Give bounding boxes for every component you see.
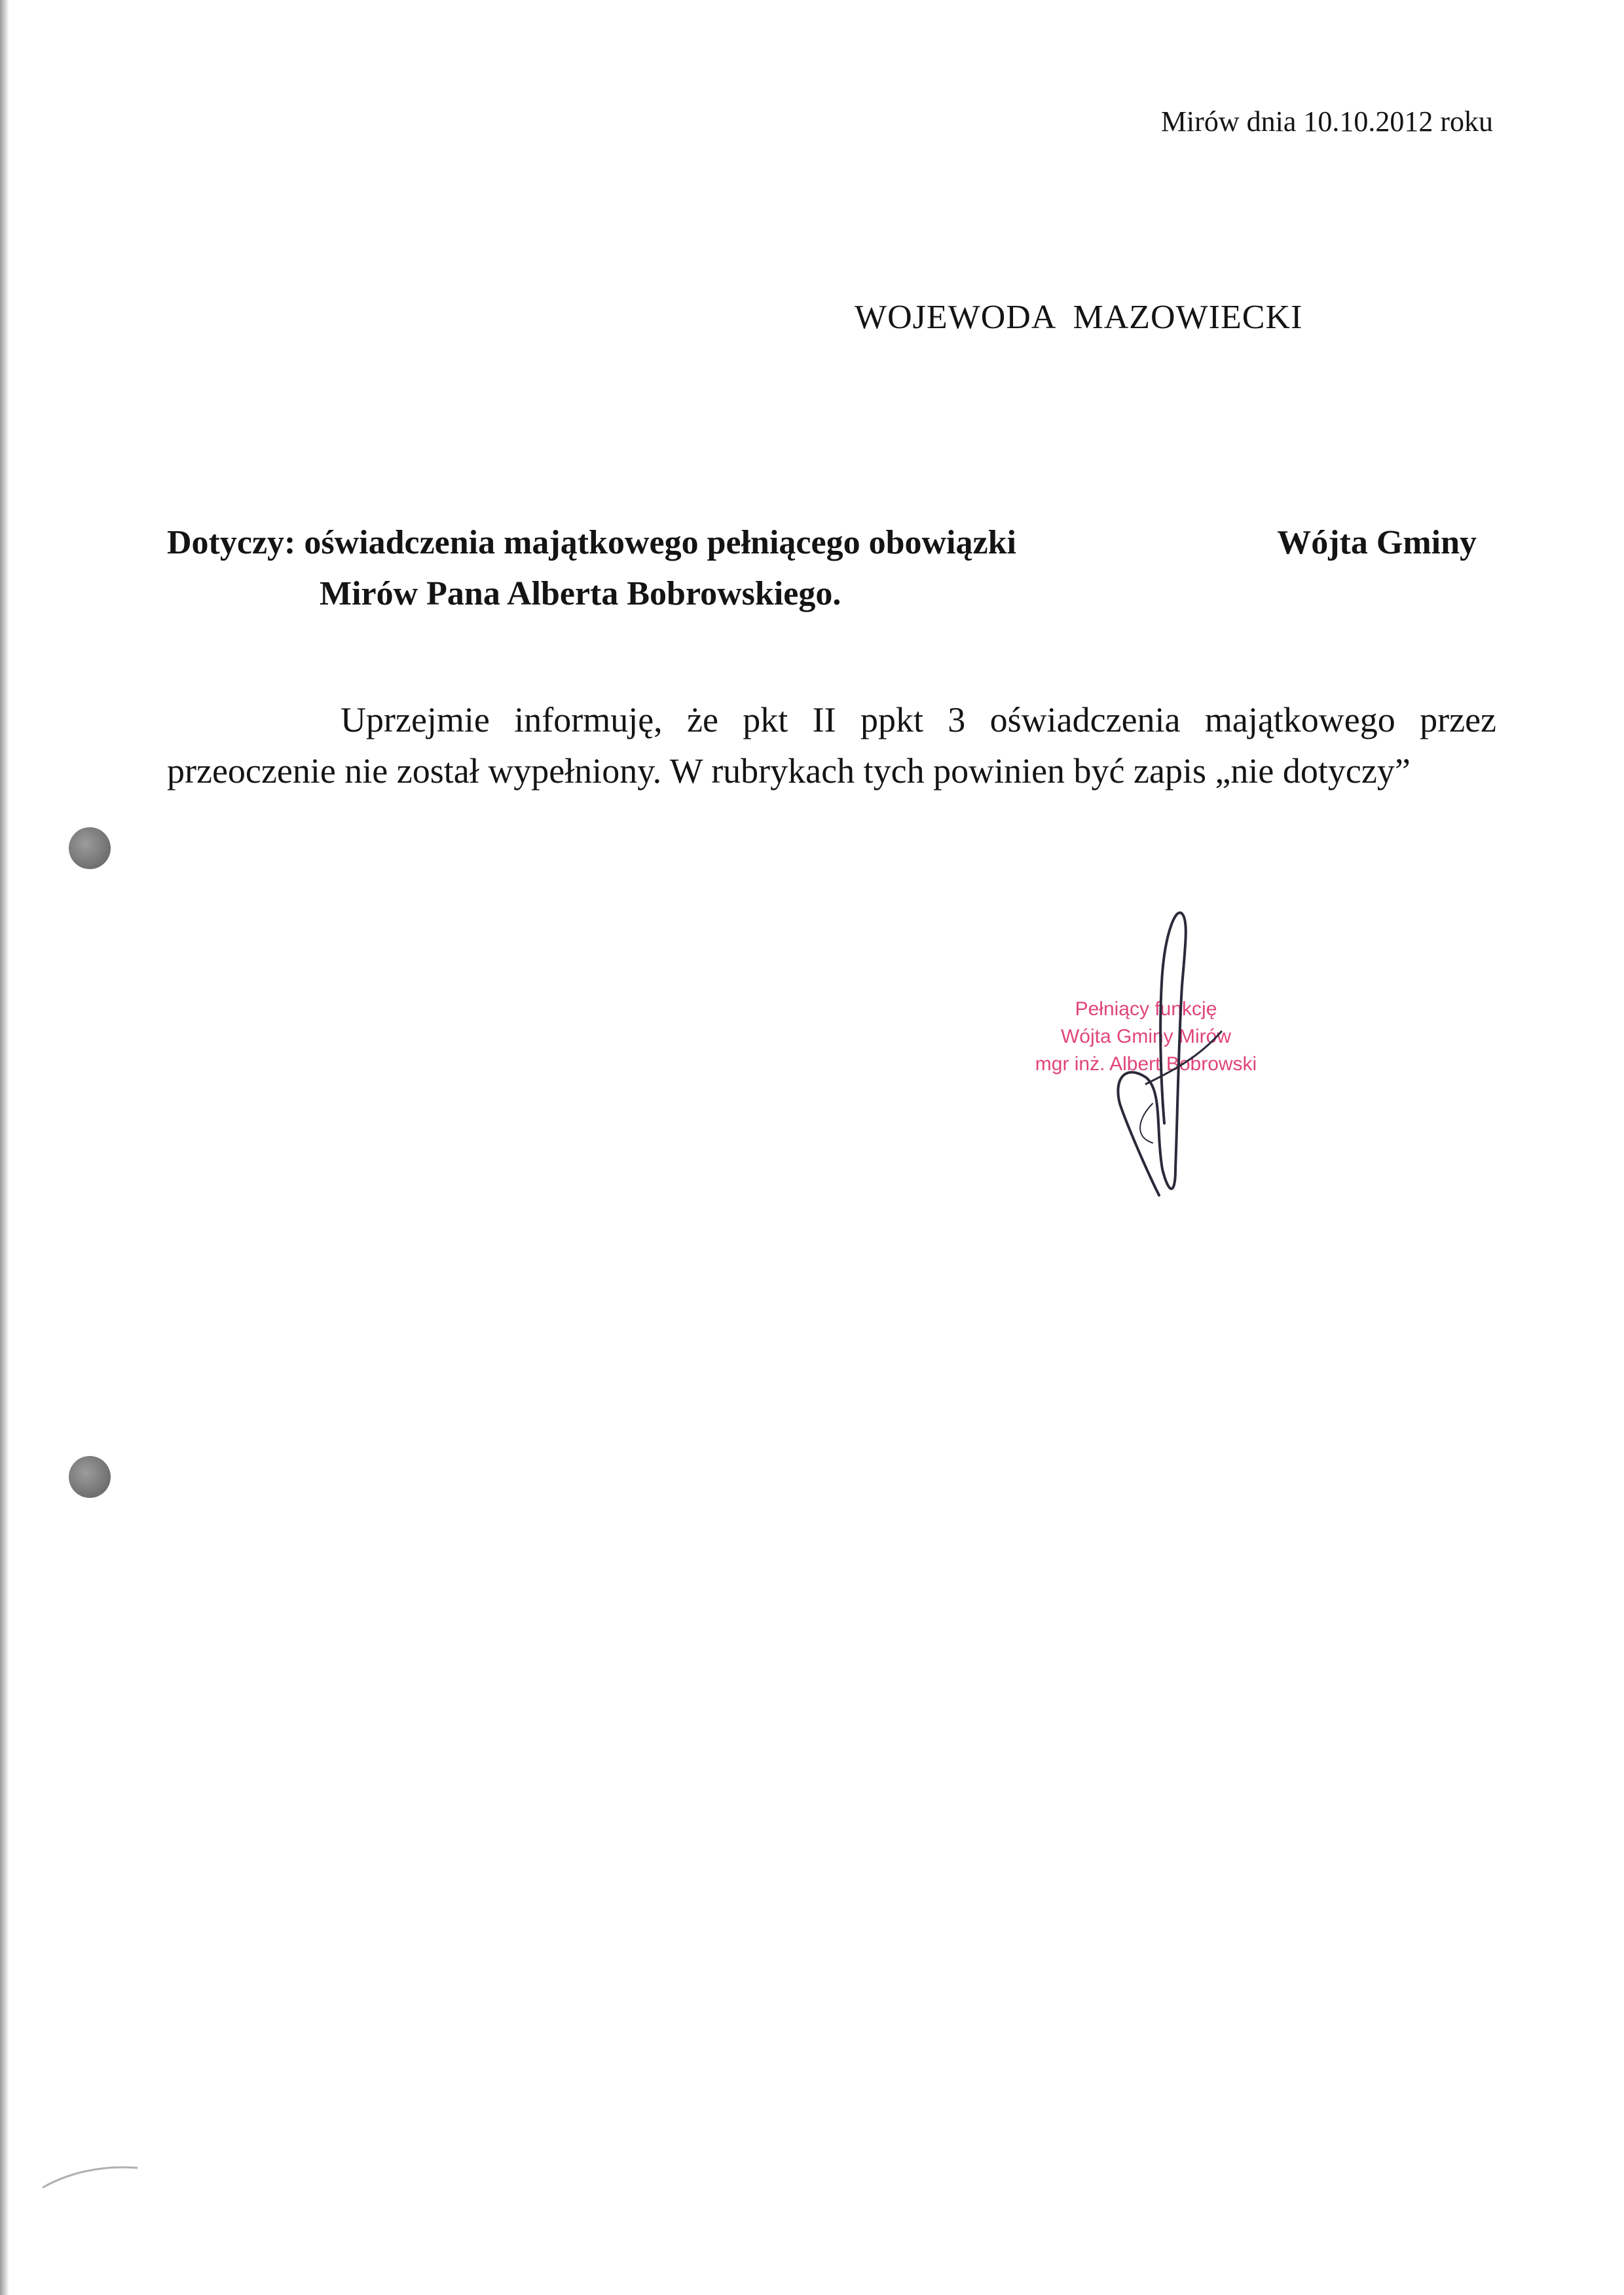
subject-line-1-right: Wójta Gminy <box>1277 524 1477 561</box>
subject <box>167 517 1477 620</box>
addressee: WOJEWODA MAZOWIECKI <box>855 299 1303 336</box>
stamp-line-3: mgr inż. Albert Bobrowski <box>1035 1053 1257 1075</box>
stamp-line-1: Pełniący funkcję <box>1075 998 1217 1020</box>
subject-line-2: Mirów Pana Alberta Bobrowskiego. <box>320 575 841 612</box>
subject-line-1 <box>167 517 1477 569</box>
signature-icon <box>1048 907 1264 1215</box>
body-paragraph: Uprzejmie informuję, że pkt II ppkt 3 oświadczenia majątkowego przez przeoczenie nie został wypełniony. W rubrykach tych powinien być zapis „nie dotyczy” <box>167 700 1496 791</box>
scan-edge <box>0 0 9 2295</box>
punch-hole-icon <box>69 827 111 869</box>
punch-hole-icon <box>69 1456 111 1498</box>
date-line: Mirów dnia 10.10.2012 roku <box>1160 105 1493 138</box>
scan-mark <box>39 2155 157 2194</box>
subject-line-1-left: Dotyczy: oświadczenia majątkowego pełniącego obowiązki <box>167 524 1016 561</box>
stamp-line-2: Wójta Gminy Mirów <box>1060 1026 1232 1047</box>
